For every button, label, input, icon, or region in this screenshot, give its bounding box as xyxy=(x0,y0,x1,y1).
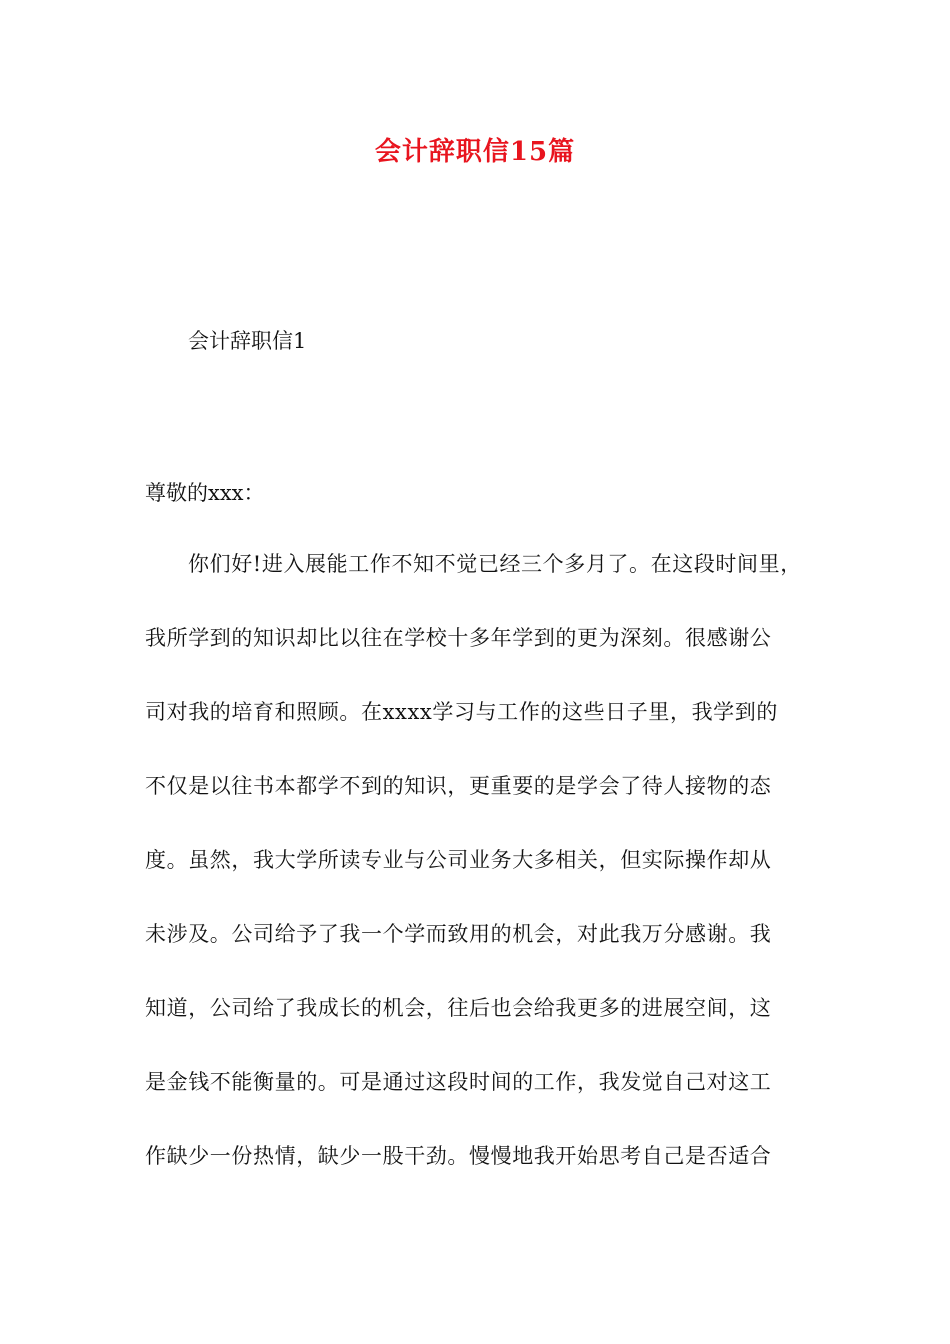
body-line: 不仅是以往书本都学不到的知识，更重要的是学会了待人接物的态 xyxy=(145,774,772,798)
body-line: 是金钱不能衡量的。可是通过这段时间的工作，我发觉自己对这工 xyxy=(145,1070,772,1094)
body-line: 作缺少一份热情，缺少一股干劲。慢慢地我开始思考自己是否适合 xyxy=(145,1144,772,1168)
letter-salutation: 尊敬的xxx： xyxy=(145,481,265,505)
section-heading: 会计辞职信1 xyxy=(188,329,307,353)
body-line: 知道，公司给了我成长的机会，往后也会给我更多的进展空间，这 xyxy=(145,996,772,1020)
body-line: 司对我的培育和照顾。在xxxx学习与工作的这些日子里，我学到的 xyxy=(145,700,778,724)
body-line: 我所学到的知识却比以往在学校十多年学到的更为深刻。很感谢公 xyxy=(145,626,772,650)
body-line: 你们好!进入展能工作不知不觉已经三个多月了。在这段时间里， xyxy=(188,552,802,576)
body-line: 度。虽然，我大学所读专业与公司业务大多相关，但实际操作却从 xyxy=(145,848,772,872)
body-line: 未涉及。公司给予了我一个学而致用的机会，对此我万分感谢。我 xyxy=(145,922,772,946)
letter-body xyxy=(145,546,815,1212)
document-title: 会计辞职信15篇 xyxy=(374,137,576,167)
